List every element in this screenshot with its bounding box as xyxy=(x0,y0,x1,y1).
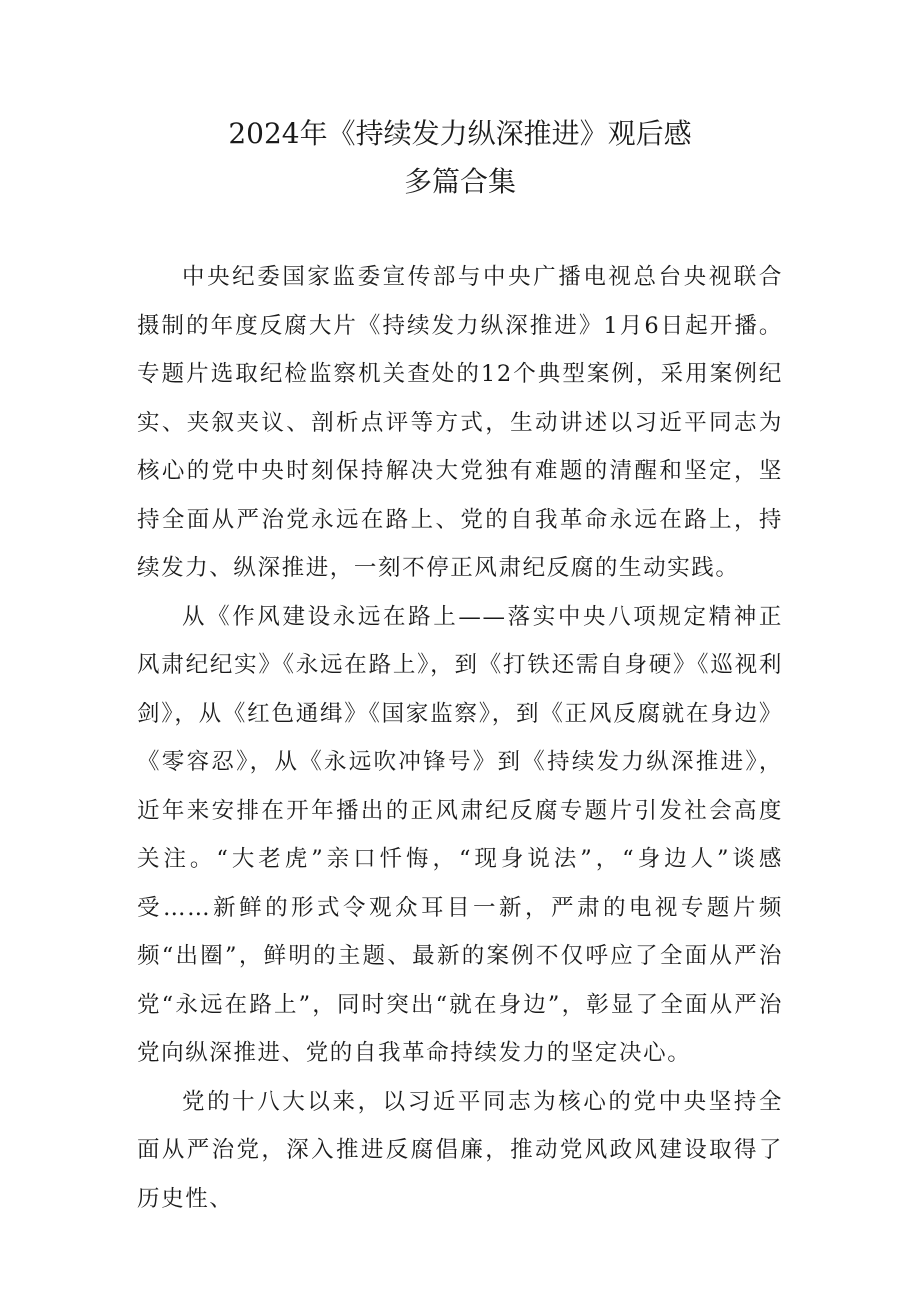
document-subtitle: 多篇合集 xyxy=(403,165,516,198)
paragraph: 从《作风建设永远在路上——落实中央八项规定精神正风肃纪纪实》《永远在路上》，到《打铁还需自身硬》《巡视利剑》，从《红色通缉》《国家监察》，到《正风反腐就在身边》《零容忍》，从《永远吹冲锋号》到《持续发力纵深推进》，近年来安排在开年播出的正风肃纪反腐专题片引发社会高度关注。“大老虎”亲口忏悔，“现身说法”，“身边人”谈感受……新鲜的形式令观众耳目一新，严肃的电视专题片频频“出圈”，鲜明的主题、最新的案例不仅呼应了全面从严治党“永远在路上”，同时突出“就在身边”，彰显了全面从严治党向纵深推进、党的自我革命持续发力的坚定决心。 xyxy=(137,603,783,1066)
paragraph: 党的十八大以来，以习近平同志为核心的党中央坚持全面从严治党，深入推进反腐倡廉，推动党风政风建设取得了历史性、 xyxy=(137,1088,783,1212)
paragraph: 中央纪委国家监委宣传部与中央广播电视总台央视联合摄制的年度反腐大片《持续发力纵深推进》1月6日起开播。专题片选取纪检监察机关查处的12个典型案例，采用案例纪实、夹叙夹议、剖析点评等方式，生动讲述以习近平同志为核心的党中央时刻保持解决大党独有难题的清醒和坚定，坚持全面从严治党永远在路上、党的自我革命永远在路上，持续发力、纵深推进，一刻不停正风肃纪反腐的生动实践。 xyxy=(137,264,783,581)
document-body xyxy=(137,253,783,1223)
document-title: 2024年《持续发力纵深推进》观后感 xyxy=(228,117,692,150)
